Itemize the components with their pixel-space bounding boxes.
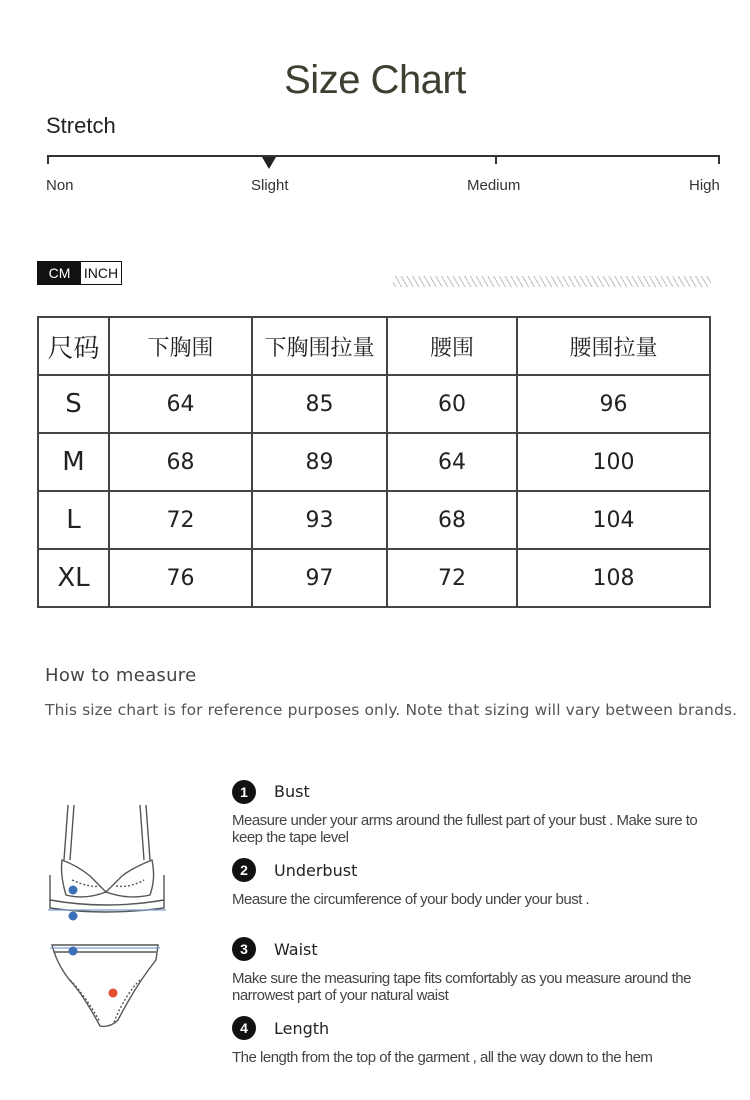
marker-4-icon — [109, 989, 118, 998]
bust-description: Measure under your arms around the fullest part of your bust . Make sure to keep the tape level — [232, 812, 698, 846]
unit-inch-button[interactable]: INCH — [81, 262, 121, 284]
table-header-row — [38, 317, 710, 375]
table-row — [38, 549, 710, 607]
stretch-tick-high — [718, 155, 720, 164]
table-row — [38, 491, 710, 549]
header-waist: 腰围 — [387, 317, 517, 375]
marker-1-icon — [69, 886, 78, 895]
briefs-icon — [52, 945, 158, 1026]
cell-waist-stretch: 108 — [517, 549, 710, 607]
marker-3-icon — [69, 947, 78, 956]
waist-title: Waist — [274, 940, 318, 959]
cell-size: M — [38, 433, 109, 491]
stretch-scale-line — [47, 155, 720, 157]
table-row — [38, 433, 710, 491]
page-title: Size Chart — [284, 58, 466, 102]
cell-underbust: 76 — [109, 549, 252, 607]
stretch-heading: Stretch — [46, 113, 116, 138]
stretch-tick-non — [47, 155, 49, 164]
cell-underbust: 64 — [109, 375, 252, 433]
cell-waist-stretch: 96 — [517, 375, 710, 433]
marker-2-icon — [69, 912, 78, 921]
length-description: The length from the top of the garment , all the way down to the hem — [232, 1049, 653, 1066]
bra-icon — [50, 805, 164, 912]
stretch-label-high: High — [689, 177, 720, 194]
cell-underbust-stretch: 93 — [252, 491, 387, 549]
measure-note: This size chart is for reference purposes only. Note that sizing will vary between brands. — [45, 701, 738, 719]
cell-size: XL — [38, 549, 109, 607]
cell-waist-stretch: 104 — [517, 491, 710, 549]
cell-size: L — [38, 491, 109, 549]
stretch-label-medium: Medium — [467, 177, 521, 194]
cell-waist: 60 — [387, 375, 517, 433]
length-title: Length — [274, 1019, 330, 1038]
garment-illustration — [40, 800, 170, 1040]
cell-size: S — [38, 375, 109, 433]
decorative-hatch — [393, 276, 711, 287]
waist-number-icon: 3 — [232, 937, 256, 961]
header-size: 尺码 — [38, 317, 109, 375]
header-waist-stretch: 腰围拉量 — [517, 317, 710, 375]
measure-heading: How to measure — [45, 665, 197, 686]
cell-waist: 68 — [387, 491, 517, 549]
underbust-title: Underbust — [274, 861, 358, 880]
underbust-number-icon: 2 — [232, 858, 256, 882]
bust-title: Bust — [274, 782, 310, 801]
cell-waist: 64 — [387, 433, 517, 491]
cell-underbust: 68 — [109, 433, 252, 491]
size-table — [37, 316, 711, 608]
stretch-label-non: Non — [46, 177, 74, 194]
stretch-marker-icon — [262, 157, 276, 169]
waist-description: Make sure the measuring tape fits comfortably as you measure around the narrowest part of your natural waist — [232, 970, 691, 1004]
unit-toggle — [37, 261, 122, 285]
cell-underbust-stretch: 85 — [252, 375, 387, 433]
unit-cm-button[interactable]: CM — [38, 262, 81, 284]
header-underbust: 下胸围 — [109, 317, 252, 375]
table-row — [38, 375, 710, 433]
underbust-description: Measure the circumference of your body under your bust . — [232, 891, 590, 908]
length-number-icon: 4 — [232, 1016, 256, 1040]
header-underbust-stretch: 下胸围拉量 — [252, 317, 387, 375]
cell-underbust-stretch: 97 — [252, 549, 387, 607]
stretch-tick-medium — [495, 155, 497, 164]
cell-underbust: 72 — [109, 491, 252, 549]
stretch-label-slight: Slight — [251, 177, 289, 194]
cell-underbust-stretch: 89 — [252, 433, 387, 491]
cell-waist: 72 — [387, 549, 517, 607]
cell-waist-stretch: 100 — [517, 433, 710, 491]
bust-number-icon: 1 — [232, 780, 256, 804]
